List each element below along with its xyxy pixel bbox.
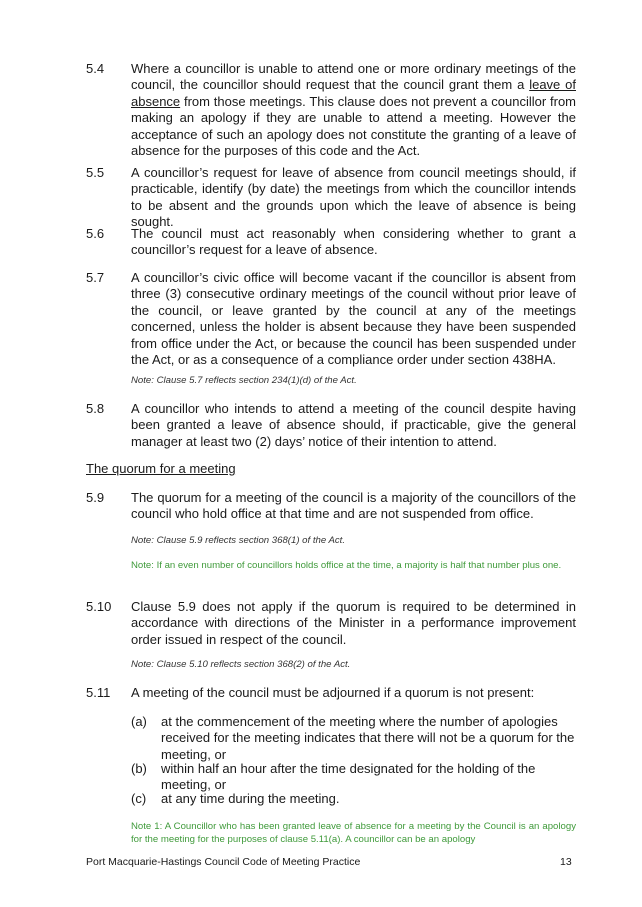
clause-number: 5.9 bbox=[86, 490, 105, 505]
clause-5-5 bbox=[86, 165, 576, 231]
clause-5-10 bbox=[86, 599, 576, 648]
subitem-label: (c) bbox=[131, 791, 147, 806]
leave-of-absence-term: leave of absence bbox=[131, 77, 576, 109]
clause-number: 5.6 bbox=[86, 226, 105, 241]
clause-number: 5.10 bbox=[86, 599, 112, 614]
subitem-label: (a) bbox=[131, 714, 147, 729]
note-5-9-majority: Note: If an even number of councillors holds office at the time, a majority is half that number plus one. bbox=[131, 560, 562, 571]
clause-text: A meeting of the council must be adjourned if a quorum is not present: bbox=[131, 685, 535, 700]
clause-text: The council must act reasonably when considering whether to grant a councillor’s request for a leave of absence. bbox=[131, 226, 576, 258]
clause-text: Clause 5.9 does not apply if the quorum is required to be determined in accordance with directions of the Minister in a performance improvement order issued in respect of the council. bbox=[131, 599, 576, 647]
clause-5-7 bbox=[86, 270, 576, 368]
clause-number: 5.8 bbox=[86, 401, 105, 416]
subitem-text: within half an hour after the time designated for the holding of the meeting, or bbox=[161, 761, 536, 793]
note-5-7: Note: Clause 5.7 reflects section 234(1)(d) of the Act. bbox=[131, 375, 357, 386]
subitem-c bbox=[131, 791, 576, 807]
clause-number: 5.7 bbox=[86, 270, 105, 285]
clause-5-6 bbox=[86, 226, 576, 259]
page-number: 13 bbox=[560, 856, 572, 868]
subitem-a bbox=[131, 714, 576, 763]
subitem-text: at any time during the meeting. bbox=[161, 791, 340, 806]
note-5-9: Note: Clause 5.9 reflects section 368(1) of the Act. bbox=[131, 535, 346, 546]
clause-text: A councillor who intends to attend a meeting of the council despite having been granted a leave of absence should, if practicable, give the general manager at least two (2) days’ notice of their intention to attend. bbox=[131, 401, 576, 449]
clause-text: A councillor’s request for leave of absence from council meetings should, if practicable, identify (by date) the meetings from which the councillor intends to be absent and the grounds upon which the leave of absence is being sought. bbox=[131, 165, 576, 230]
note-5-11: Note 1: A Councillor who has been granted leave of absence for a meeting by the Council is an apology for the meeting for the purposes of clause 5.11(a). A councillor can be an apology bbox=[131, 821, 576, 845]
subitem-label: (b) bbox=[131, 761, 147, 776]
clause-text: A councillor’s civic office will become vacant if the councillor is absent from three (3) consecutive ordinary meetings of the council without prior leave of the council, or leave granted by the council at any of the meetings concerned, unless the holder is absent because they have been suspended from office under the Act, or because the council has been suspended under the Act, or as a consequence of a compliance order under section 438HA. bbox=[131, 270, 576, 368]
section-heading-quorum: The quorum for a meeting bbox=[86, 461, 236, 476]
clause-number: 5.4 bbox=[86, 61, 105, 76]
footer-title: Port Macquarie-Hastings Council Code of Meeting Practice bbox=[86, 856, 361, 868]
clause-5-8 bbox=[86, 401, 576, 450]
clause-5-9 bbox=[86, 490, 576, 523]
note-5-10: Note: Clause 5.10 reflects section 368(2) of the Act. bbox=[131, 659, 351, 670]
clause-5-4 bbox=[86, 61, 576, 159]
subitem-text: at the commencement of the meeting where the number of apologies received for the meeting indicates that there will not be a quorum for the meeting, or bbox=[161, 714, 575, 762]
clause-text: The quorum for a meeting of the council is a majority of the councillors of the council who hold office at that time and are not suspended from office. bbox=[131, 490, 576, 522]
clause-5-11 bbox=[86, 685, 576, 701]
clause-number: 5.11 bbox=[86, 685, 111, 700]
clause-text: Where a councillor is unable to attend one or more ordinary meetings of the council, the councillor should request that the council grant them a leave of absence from those meetings. This clause does not prevent a councillor from making an apology if they are unable to attend a meeting. However the acceptance of such an apology does not constitute the granting of a leave of absence for the purposes of this code and the Act. bbox=[131, 61, 576, 159]
subitem-b bbox=[131, 761, 576, 794]
clause-number: 5.5 bbox=[86, 165, 105, 180]
